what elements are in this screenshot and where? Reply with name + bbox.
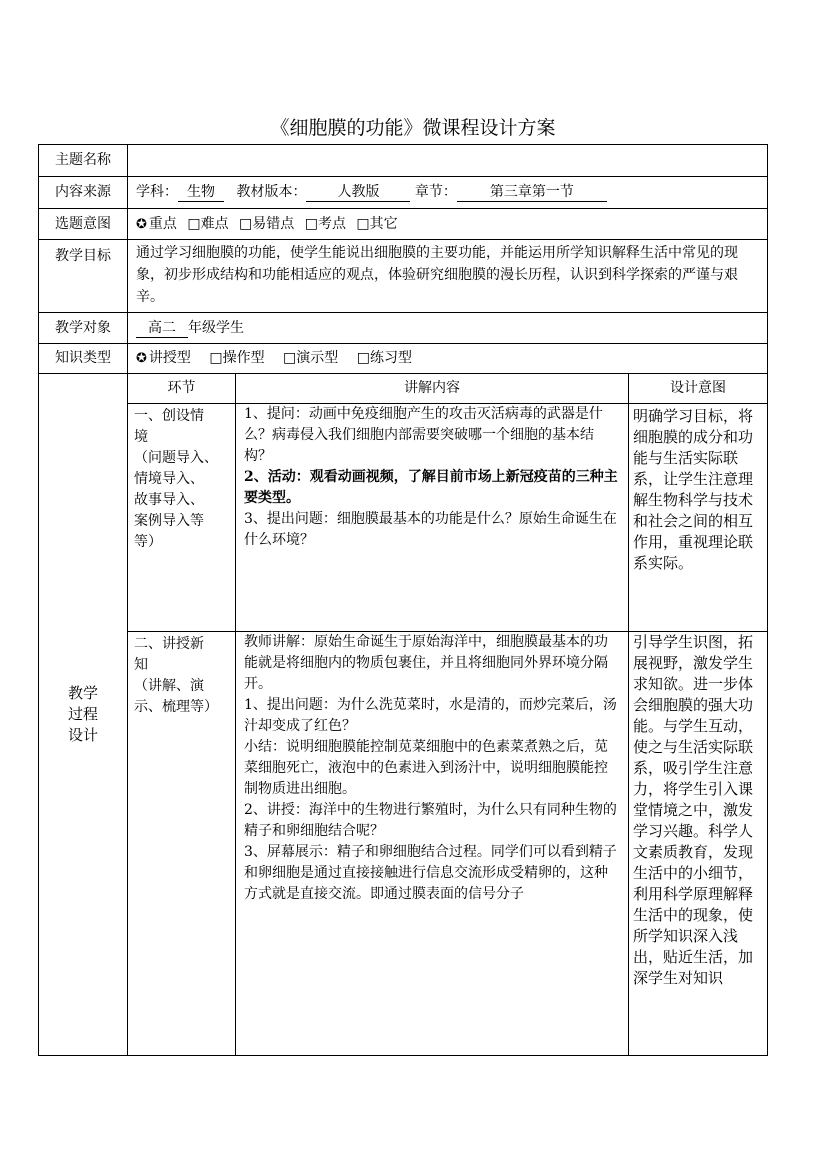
checkbox-icon: □ <box>187 215 201 232</box>
knowledge-option-demo: □演示型 <box>283 350 339 366</box>
edition-value: 人教版 <box>306 183 410 202</box>
topic-label: 主题名称 <box>39 145 128 177</box>
content-paragraph: 1、提出问题：为什么洗苋菜时，水是清的，而炒完菜后，汤汁却变成了红色？ <box>244 697 617 734</box>
knowledge-label: 知识类型 <box>39 344 128 374</box>
stage-design: 引导学生识图，拓展视野，激发学生求知欲。进一步体会细胞膜的强大功能。与学生互动，使之与生活实际联系，吸引学生注意力，将学生引入课堂情境之中，激发学习兴趣。科学人文素质教育，发现生活中的小细节，利用科学原理解释生活中的现象，使所学知识深入浅出，贴近生活，加深学生对知识 <box>629 632 768 1056</box>
goal-label: 教学目标 <box>39 240 128 313</box>
stage-content <box>236 632 629 1056</box>
header-step: 环节 <box>128 374 236 404</box>
content-paragraph: 教师讲解：原始生命诞生于原始海洋中，细胞膜最基本的功能就是将细胞内的物质包裹住，并且将细胞同外界环境分隔开。 <box>244 634 608 692</box>
checkbox-icon: □ <box>356 215 370 232</box>
content-paragraph: 2、活动：观看动画视频，了解目前市场上新冠疫苗的三种主要类型。 <box>244 469 618 506</box>
checked-star-icon: ✪ <box>136 216 147 232</box>
intent-label: 选题意图 <box>39 209 128 240</box>
topic-value <box>128 145 768 177</box>
grade-value: 高二 <box>136 319 188 338</box>
row-goal <box>39 240 768 313</box>
content-paragraph: 小结：说明细胞膜能控制苋菜细胞中的色素菜煮熟之后，苋菜细胞死亡，液泡中的色素进入到汤汁中，说明细胞膜能控制物质进出细胞。 <box>244 739 608 797</box>
row-process-header <box>39 374 768 404</box>
intent-option-error-prone: □易错点 <box>239 215 295 232</box>
checkbox-icon: □ <box>356 350 370 366</box>
edition-label: 教材版本： <box>236 184 307 200</box>
checkbox-icon: □ <box>209 350 223 366</box>
intent-option-difficult: □难点 <box>187 215 229 232</box>
intent-option-key: ✪ 重点 <box>136 215 177 232</box>
row-source <box>39 177 768 209</box>
content-paragraph: 2、讲授：海洋中的生物进行繁殖时，为什么只有同种生物的精子和卵细胞结合呢？ <box>244 802 617 839</box>
checkbox-icon: □ <box>304 215 318 232</box>
knowledge-option-lecture: ✪ 讲授型 <box>136 350 191 366</box>
stage-row <box>39 404 768 632</box>
knowledge-options <box>128 344 768 374</box>
knowledge-option-practice: □练习型 <box>356 350 412 366</box>
stage-row <box>39 632 768 1056</box>
row-topic <box>39 145 768 177</box>
subject-value: 生物 <box>178 183 224 202</box>
row-knowledge <box>39 344 768 374</box>
checkbox-icon: □ <box>239 215 253 232</box>
subject-label: 学科： <box>136 184 178 200</box>
chapter-value: 第三章第一节 <box>457 183 607 202</box>
audience-value <box>128 313 768 344</box>
stage-step: 二、讲授新 知 （讲解、演 示、梳理等） <box>128 632 236 1056</box>
process-label: 教学 过程 设计 <box>39 374 128 1056</box>
goal-text: 通过学习细胞膜的功能，使学生能说出细胞膜的主要功能，并能运用所学知识解释生活中常见的现象，初步形成结构和功能相适应的观点，体验研究细胞膜的漫长历程，认识到科学探索的严谨与艰辛。 <box>128 240 768 313</box>
stage-step: 一、创设情 境 （问题导入、 情境导入、 故事导入、 案例导入等 等） <box>128 404 236 632</box>
knowledge-option-operation: □操作型 <box>209 350 265 366</box>
source-label: 内容来源 <box>39 177 128 209</box>
row-audience <box>39 313 768 344</box>
header-design: 设计意图 <box>629 374 768 404</box>
design-table <box>38 144 768 1056</box>
chapter-label: 章节： <box>414 184 457 200</box>
intent-option-other: □其它 <box>356 215 398 232</box>
content-paragraph: 1、提问：动画中免疫细胞产生的攻击灭活病毒的武器是什么？病毒侵入我们细胞内部需要突破哪一个细胞的基本结构？ <box>244 406 603 464</box>
stage-content <box>236 404 629 632</box>
content-paragraph: 3、屏幕展示：精子和卵细胞结合过程。同学们可以看到精子和卵细胞是通过直接接触进行信息交流形成受精卵的，这种方式就是直接交流。即通过膜表面的信号分子 <box>244 844 617 902</box>
stage-design: 明确学习目标，将细胞膜的成分和功能与生活实际联系，让学生注意理解生物科学与技术和社会之间的相互作用，重视理论联系实际。 <box>629 404 768 632</box>
document-title: 《细胞膜的功能》微课程设计方案 <box>270 117 556 139</box>
intent-options <box>128 209 768 240</box>
checkbox-icon: □ <box>283 350 297 366</box>
intent-option-exam: □考点 <box>304 215 346 232</box>
header-content: 讲解内容 <box>236 374 629 404</box>
source-value <box>128 177 768 209</box>
content-paragraph: 3、提出问题：细胞膜最基本的功能是什么？原始生命诞生在什么环境？ <box>244 511 617 548</box>
checked-star-icon: ✪ <box>136 351 147 366</box>
row-intent <box>39 209 768 240</box>
audience-label: 教学对象 <box>39 313 128 344</box>
audience-suffix: 年级学生 <box>188 319 244 336</box>
